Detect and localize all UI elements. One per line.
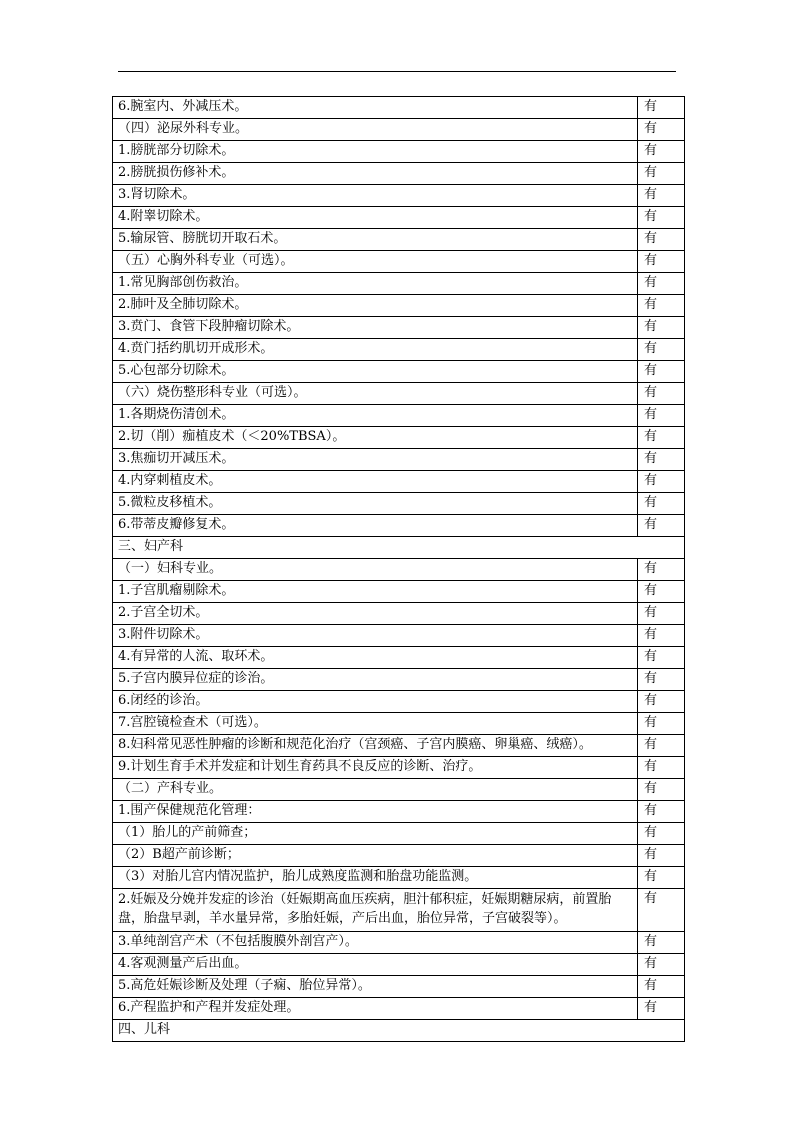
header-rule [118,71,676,72]
procedure-item: 5.心包部分切除术。 [113,361,638,383]
availability-status: 有 [638,493,685,515]
availability-status: 有 [638,427,685,449]
procedure-item: 1.各期烧伤清创术。 [113,405,638,427]
procedure-item: 9.计划生育手术并发症和计划生育药具不良反应的诊断、治疗。 [113,757,638,779]
availability-status: 有 [638,97,685,119]
section-header-row [113,1020,685,1042]
availability-status: 有 [638,251,685,273]
procedure-item: （四）泌尿外科专业。 [113,119,638,141]
section-title: 四、儿科 [113,1020,685,1042]
table-row [113,669,685,691]
procedure-item: 5.子宫内膜异位症的诊治。 [113,669,638,691]
procedure-item: 5.高危妊娠诊断及处理（子痫、胎位异常）。 [113,976,638,998]
procedure-item: 8.妇科常见恶性肿瘤的诊断和规范化治疗（宫颈癌、子宫内膜癌、卵巢癌、绒癌）。 [113,735,638,757]
availability-status: 有 [638,823,685,845]
table-row [113,119,685,141]
table-row [113,625,685,647]
procedure-table-body [113,97,685,1042]
availability-status: 有 [638,273,685,295]
procedure-item: 1.子宫肌瘤剔除术。 [113,581,638,603]
availability-status: 有 [638,515,685,537]
procedure-item: 5.输尿管、膀胱切开取石术。 [113,229,638,251]
table-row [113,493,685,515]
table-row [113,361,685,383]
table-row [113,207,685,229]
procedure-item: 1.常见胸部创伤救治。 [113,273,638,295]
procedure-item: （六）烧伤整形科专业（可选）。 [113,383,638,405]
procedure-item: 4.内穿刺植皮术。 [113,471,638,493]
procedure-item: 2.膀胱损伤修补术。 [113,163,638,185]
availability-status: 有 [638,735,685,757]
availability-status: 有 [638,471,685,493]
availability-status: 有 [638,932,685,954]
availability-status: 有 [638,625,685,647]
availability-status: 有 [638,449,685,471]
table-row [113,735,685,757]
table-row [113,383,685,405]
availability-status: 有 [638,559,685,581]
availability-status: 有 [638,757,685,779]
table-row [113,559,685,581]
availability-status: 有 [638,163,685,185]
table-row [113,823,685,845]
procedure-item: （二）产科专业。 [113,779,638,801]
availability-status: 有 [638,691,685,713]
availability-status: 有 [638,647,685,669]
availability-status: 有 [638,317,685,339]
availability-status: 有 [638,669,685,691]
procedure-item: 6.产程监护和产程并发症处理。 [113,998,638,1020]
table-row [113,581,685,603]
procedure-item: 2.肺叶及全肺切除术。 [113,295,638,317]
table-row [113,471,685,493]
table-row [113,427,685,449]
table-row [113,163,685,185]
table-row [113,339,685,361]
procedure-item: （3）对胎儿宫内情况监护，胎儿成熟度监测和胎盘功能监测。 [113,867,638,889]
section-header-row [113,537,685,559]
table-row [113,713,685,735]
table-row [113,97,685,119]
section-title: 三、妇产科 [113,537,685,559]
table-row [113,647,685,669]
table-row [113,976,685,998]
table-row [113,757,685,779]
availability-status: 有 [638,581,685,603]
procedure-table [112,96,685,1042]
procedure-item: 3.附件切除术。 [113,625,638,647]
table-row [113,932,685,954]
availability-status: 有 [638,119,685,141]
procedure-item: 6.闭经的诊治。 [113,691,638,713]
procedure-item: （五）心胸外科专业（可选）。 [113,251,638,273]
table-row [113,295,685,317]
availability-status: 有 [638,845,685,867]
table-row [113,449,685,471]
table-row [113,251,685,273]
availability-status: 有 [638,779,685,801]
procedure-item: 1.围产保健规范化管理： [113,801,638,823]
procedure-item: （一）妇科专业。 [113,559,638,581]
availability-status: 有 [638,229,685,251]
procedure-item: 3.焦痂切开减压术。 [113,449,638,471]
procedure-item: 2.妊娠及分娩并发症的诊治（妊娠期高血压疾病，胆汁郁积症，妊娠期糖尿病，前置胎盘，胎盘早剥，羊水量异常，多胎妊娠，产后出血，胎位异常，子宫破裂等）。 [113,889,638,932]
availability-status: 有 [638,141,685,163]
table-row [113,405,685,427]
procedure-item: （2）B超产前诊断； [113,845,638,867]
procedure-item: 4.贲门括约肌切开成形术。 [113,339,638,361]
availability-status: 有 [638,185,685,207]
availability-status: 有 [638,361,685,383]
table-row [113,603,685,625]
table-row [113,141,685,163]
table-row [113,845,685,867]
availability-status: 有 [638,998,685,1020]
table-row [113,185,685,207]
table-row [113,954,685,976]
procedure-item: 3.单纯剖宫产术（不包括腹膜外剖宫产）。 [113,932,638,954]
procedure-item: 1.膀胱部分切除术。 [113,141,638,163]
availability-status: 有 [638,867,685,889]
procedure-item: 4.附睾切除术。 [113,207,638,229]
table-row [113,515,685,537]
table-row [113,229,685,251]
procedure-item: 6.带蒂皮瓣修复术。 [113,515,638,537]
table-row [113,889,685,932]
availability-status: 有 [638,954,685,976]
procedure-item: 2.子宫全切术。 [113,603,638,625]
table-row [113,801,685,823]
table-row [113,691,685,713]
availability-status: 有 [638,405,685,427]
availability-status: 有 [638,801,685,823]
procedure-item: 7.宫腔镜检查术（可选）。 [113,713,638,735]
availability-status: 有 [638,339,685,361]
availability-status: 有 [638,207,685,229]
table-row [113,273,685,295]
table-row [113,317,685,339]
procedure-item: 3.肾切除术。 [113,185,638,207]
procedure-item: 2.切（削）痂植皮术（＜20%TBSA）。 [113,427,638,449]
availability-status: 有 [638,976,685,998]
availability-status: 有 [638,383,685,405]
procedure-item: 5.微粒皮移植术。 [113,493,638,515]
procedure-item: 4.客观测量产后出血。 [113,954,638,976]
availability-status: 有 [638,295,685,317]
procedure-item: （1）胎儿的产前筛查； [113,823,638,845]
table-row [113,867,685,889]
availability-status: 有 [638,603,685,625]
procedure-item: 3.贲门、食管下段肿瘤切除术。 [113,317,638,339]
table-row [113,998,685,1020]
availability-status: 有 [638,713,685,735]
procedure-item: 6.腕室内、外减压术。 [113,97,638,119]
table-row [113,779,685,801]
procedure-item: 4.有异常的人流、取环术。 [113,647,638,669]
availability-status: 有 [638,889,685,932]
